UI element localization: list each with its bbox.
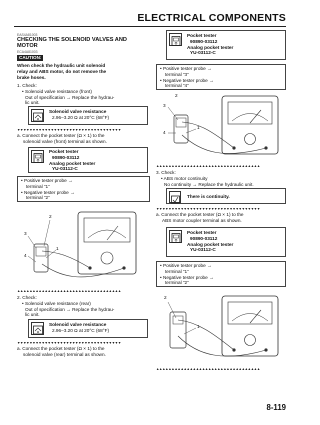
tester-diagram-motor [158, 292, 283, 364]
step-line: No continuity → Replace the hydraulic unit. [164, 181, 254, 187]
probe-line: • Negative tester probe → [21, 189, 75, 195]
spec-box-front [28, 106, 148, 125]
ohm-meter-icon [31, 322, 44, 335]
divider-triangles: ▲▲▲▲▲▲▲▲▲▲▲▲▲▲▲▲▲▲▲▲▲▲▲▲▲▲▲▲▲▲▲▲▲▲ [156, 164, 260, 168]
tester-line: Analog pocket tester [187, 241, 234, 247]
ohm-meter-icon [31, 109, 44, 122]
spec-title: Solenoid valve resistance [49, 322, 107, 327]
step-line: • Solenoid valve resistance (front) [22, 88, 92, 94]
terminal-label: 1 [197, 125, 200, 130]
step-line: 2. Check: [17, 295, 37, 300]
spec-value: 2.96–3.20 Ω at 20°C (68°F) [52, 328, 110, 333]
step-line: a. Connect the pocket tester (Ω × 1) to the [17, 133, 105, 138]
terminal-label: 2 [175, 93, 178, 98]
step-line: lic unit. [25, 100, 40, 106]
section-heading [17, 37, 152, 50]
step-line: solenoid valve (front) terminal as shown. [23, 138, 107, 144]
divider-triangles: ▼▼▼▼▼▼▼▼▼▼▼▼▼▼▼▼▼▼▼▼▼▼▼▼▼▼▼▼▼▼▼▼▼▼ [17, 341, 121, 345]
step-line: lic unit. [25, 312, 40, 318]
divider-triangles: ▲▲▲▲▲▲▲▲▲▲▲▲▲▲▲▲▲▲▲▲▲▲▲▲▲▲▲▲▲▲▲▲▲▲ [156, 367, 260, 371]
step-a3 [156, 212, 288, 224]
tester-line: YU-03112-C [190, 50, 216, 56]
tester-box-3 [166, 227, 286, 257]
terminal-label: 1 [197, 324, 200, 329]
terminal-label: 2 [49, 214, 52, 219]
probe-line: • Negative tester probe → [160, 274, 214, 280]
heading-line: MOTOR [17, 43, 38, 50]
tester-line: Pocket tester [49, 149, 79, 154]
terminal-label: 3 [24, 231, 27, 236]
tester-line: Analog pocket tester [49, 160, 96, 166]
caution-badge: CAUTION: [19, 55, 42, 60]
caution-line: brake hoses. [17, 74, 46, 80]
probe-line: terminal “1” [26, 183, 50, 189]
probe-line: terminal “1” [165, 268, 189, 274]
tester-line: YU-03112-C [190, 247, 216, 253]
step-1 [17, 83, 152, 106]
step-line: solenoid valve (rear) terminal as shown. [23, 351, 106, 357]
caution-text [17, 63, 152, 80]
step-line: Out of specification → Replace the hydrau- [25, 306, 115, 312]
pocket-tester-icon [169, 230, 182, 243]
divider-triangles: ▲▲▲▲▲▲▲▲▲▲▲▲▲▲▲▲▲▲▲▲▲▲▲▲▲▲▲▲▲▲▲▲▲▲ [17, 289, 121, 293]
section-title: ELECTRICAL COMPONENTS [137, 12, 286, 24]
heading-line: CHECKING THE SOLENOID VALVES AND [17, 37, 127, 43]
continuity-box [166, 188, 286, 204]
terminal-label: 3 [163, 103, 166, 108]
step-2 [17, 295, 152, 318]
step-line: • ABS motor continuity [161, 175, 208, 181]
spec-title: Solenoid valve resistance [49, 109, 107, 114]
tester-line: Pocket tester [187, 230, 217, 235]
tester-box-1 [28, 147, 148, 173]
header-rule [14, 26, 286, 27]
tester-box-2 [166, 30, 286, 60]
tester-line: Analog pocket tester [187, 44, 234, 50]
probe-line: • Negative tester probe → [160, 77, 214, 83]
page-number: 8-119 [266, 403, 286, 412]
step-line: a. Connect the pocket tester (Ω × 1) to the [17, 346, 105, 351]
step-line: 1. Check: [17, 83, 37, 88]
tester-diagram-rear [158, 93, 283, 161]
probe-box-1 [17, 176, 150, 202]
step-line: Out of specification → Replace the hydrau- [25, 94, 115, 100]
step-line: • Solenoid valve resistance (rear) [22, 300, 91, 306]
probe-line: • Positive tester probe → [21, 178, 73, 183]
caution-line: relay and ABS motor, do not remove the [17, 68, 107, 74]
probe-box-2 [156, 64, 286, 90]
continuity-icon [169, 191, 181, 203]
terminal-label: 4 [163, 130, 166, 135]
step-3 [156, 170, 288, 187]
terminal-label: 1 [56, 246, 59, 251]
pocket-tester-icon [169, 33, 182, 46]
probe-line: terminal “4” [165, 83, 189, 89]
spec-box-rear [28, 319, 148, 338]
tester-diagram-front [20, 206, 140, 286]
divider-triangles: ▼▼▼▼▼▼▼▼▼▼▼▼▼▼▼▼▼▼▼▼▼▼▼▼▼▼▼▼▼▼▼▼▼▼ [17, 128, 121, 132]
step-line: ABS motor coupler terminal as shown. [162, 217, 242, 223]
caution-line: When check the hydraulic unit solenoid [17, 63, 106, 68]
tester-line: YU-03112-C [52, 166, 78, 172]
caution-code: ECA4A81003 [17, 50, 38, 54]
terminal-label: 4 [24, 253, 27, 258]
step-a2 [17, 346, 152, 358]
step-line: a. Connect the pocket tester (Ω × 1) to the [156, 212, 244, 217]
step-line: 3. Check: [156, 170, 176, 175]
tester-line: 90890-03112 [190, 235, 218, 241]
section-code: EAS4A81003 [17, 33, 38, 37]
probe-line: • Positive tester probe → [160, 263, 212, 268]
tester-line: Pocket tester [187, 33, 217, 38]
probe-line: terminal “2” [26, 195, 50, 201]
tester-line: 90890-03112 [190, 38, 218, 44]
tester-line: 90890-03112 [52, 154, 80, 160]
pocket-tester-icon [31, 150, 44, 163]
probe-line: terminal “3” [165, 71, 189, 77]
probe-line: terminal “2” [165, 280, 189, 286]
probe-line: • Positive tester probe → [160, 66, 212, 71]
continuity-text: There is continuity. [187, 193, 230, 199]
terminal-label: 2 [164, 295, 167, 300]
spec-value: 2.96–3.20 Ω at 20°C (68°F) [52, 115, 110, 120]
step-a1 [17, 133, 152, 145]
probe-box-3 [156, 261, 286, 287]
divider-triangles: ▼▼▼▼▼▼▼▼▼▼▼▼▼▼▼▼▼▼▼▼▼▼▼▼▼▼▼▼▼▼▼▼▼▼ [156, 207, 260, 211]
